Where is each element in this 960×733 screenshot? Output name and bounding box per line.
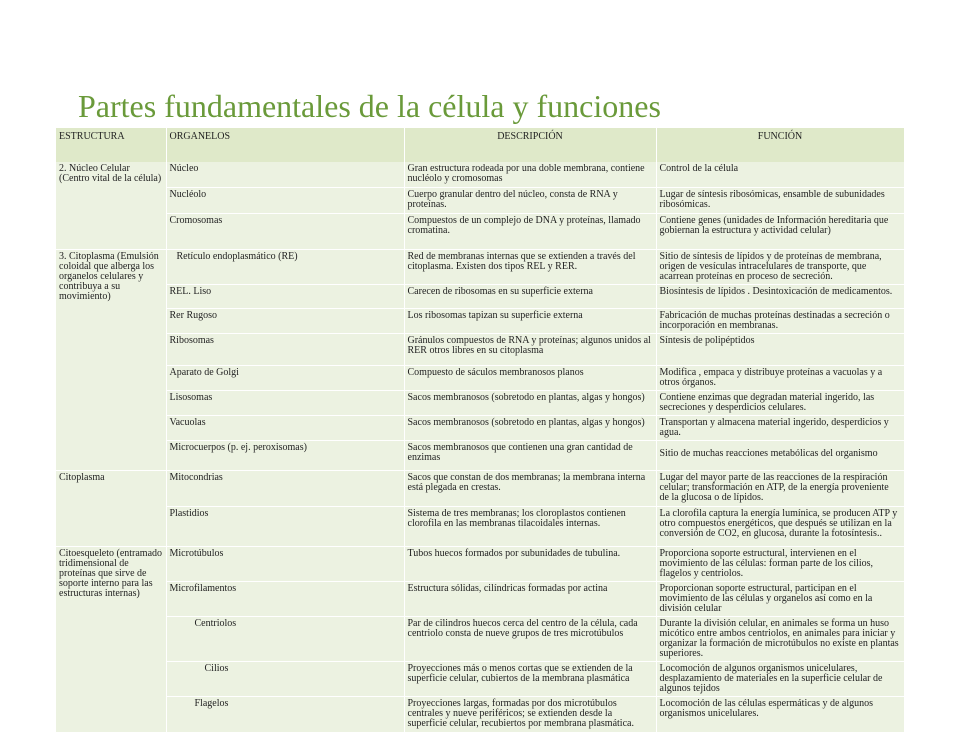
description-cell: Los ribosomas tapizan su superficie externa [404, 308, 656, 333]
function-cell: Proporcionan soporte estructural, participan en el movimiento de las células y organelos así como en la división celular [656, 581, 904, 616]
structure-cell: 3. Citoplasma (Emulsión coloidal que alberga los organelos celulares y contribuya a su movimiento) [56, 249, 166, 470]
page-title: Partes fundamentales de la célula y funciones [78, 88, 661, 124]
function-cell: Durante la división celular, en animales se forma un huso micótico entre ambos centriolos, en animales para iniciar y organizar la formación de microtúbulos no existe en plantas superiores. [656, 616, 904, 661]
description-cell: Par de cilindros huecos cerca del centro de la célula, cada centriolo consta de nueve grupos de tres microtúbulos [404, 616, 656, 661]
organelle-cell: Plastidios [166, 506, 404, 546]
organelle-cell: Retículo endoplasmático (RE) [166, 249, 404, 284]
structure-cell: 2. Núcleo Celular (Centro vital de la célula) [56, 162, 166, 249]
table-row [56, 661, 904, 696]
function-cell: La clorofila captura la energía lumínica, se producen ATP y otro compuestos energéticos, que después se utilizan en la conversión de CO2, en glucosa, durante la fotosíntesis.. [656, 506, 904, 546]
description-cell: Proyecciones largas, formadas por dos microtúbulos centrales y nueve periféricos; se extienden desde la superficie celular, recubiertos por membrana plasmática. [404, 696, 656, 732]
organelle-cell: Nucléolo [166, 187, 404, 213]
description-cell: Sacos que constan de dos membranas; la membrana interna está plegada en crestas. [404, 470, 656, 506]
table-row [56, 546, 904, 581]
description-cell: Estructura sólidas, cilíndricas formadas por actina [404, 581, 656, 616]
table-row [56, 308, 904, 333]
description-cell: Sacos membranosos que contienen una gran cantidad de enzimas [404, 440, 656, 470]
description-cell: Sacos membranosos (sobretodo en plantas, algas y hongos) [404, 415, 656, 440]
structure-cell: Citoesqueleto (entramado tridimensional de proteínas que sirve de soporte interno para las estructuras internas) [56, 546, 166, 732]
table-row [56, 616, 904, 661]
organelle-cell: Centriolos [166, 616, 404, 661]
table-row [56, 581, 904, 616]
function-cell: Lugar del mayor parte de las reacciones de la respiración celular; transformación en ATP, de la energía proveniente de la glucosa o de lípidos. [656, 470, 904, 506]
organelle-cell: Rer Rugoso [166, 308, 404, 333]
organelle-cell: Aparato de Golgi [166, 365, 404, 390]
organelle-cell: Microcuerpos (p. ej. peroxisomas) [166, 440, 404, 470]
structure-cell: Citoplasma [56, 470, 166, 546]
function-cell: Control de la célula [656, 162, 904, 187]
description-cell: Gran estructura rodeada por una doble membrana, contiene nucléolo y cromosomas [404, 162, 656, 187]
function-cell: Biosíntesis de lípidos . Desintoxicación de medicamentos. [656, 284, 904, 308]
organelle-cell: Cromosomas [166, 213, 404, 249]
function-cell: Locomoción de las células espermáticas y de algunos organismos unicelulares. [656, 696, 904, 732]
description-cell: Sacos membranosos (sobretodo en plantas, algas y hongos) [404, 390, 656, 415]
cell-parts-table [56, 128, 905, 733]
organelle-cell: Núcleo [166, 162, 404, 187]
organelle-cell: Microtúbulos [166, 546, 404, 581]
function-cell: Contiene enzimas que degradan material ingerido, las secreciones y desperdicios celulares. [656, 390, 904, 415]
function-cell: Locomoción de algunos organismos unicelulares, desplazamiento de materiales en la superficie celular de algunos tejidos [656, 661, 904, 696]
organelle-cell: Cilios [166, 661, 404, 696]
table-row [56, 333, 904, 365]
table-row [56, 249, 904, 284]
function-cell: Síntesis de polipéptidos [656, 333, 904, 365]
function-cell: Modifica , empaca y distribuye proteínas a vacuolas y a otros órganos. [656, 365, 904, 390]
organelle-cell: Mitocondrias [166, 470, 404, 506]
organelle-cell: REL. Liso [166, 284, 404, 308]
table-row [56, 470, 904, 506]
header-organelos: ORGANELOS [166, 128, 404, 162]
table-row [56, 187, 904, 213]
function-cell: Contiene genes (unidades de Información hereditaria que gobiernan la estructura y actividad celular) [656, 213, 904, 249]
organelle-cell: Flagelos [166, 696, 404, 732]
organelle-cell: Lisosomas [166, 390, 404, 415]
header-estructura: ESTRUCTURA [56, 128, 166, 162]
table-row [56, 390, 904, 415]
function-cell: Transportan y almacena material ingerido, desperdicios y agua. [656, 415, 904, 440]
description-cell: Proyecciones más o menos cortas que se extienden de la superficie celular, cubiertos de la membrana plasmática [404, 661, 656, 696]
description-cell: Carecen de ribosomas en su superficie externa [404, 284, 656, 308]
table-row [56, 415, 904, 440]
function-cell: Lugar de síntesis ribosómicas, ensamble de subunidades ribosómicas. [656, 187, 904, 213]
description-cell: Compuestos de un complejo de DNA y proteínas, llamado cromatina. [404, 213, 656, 249]
table-row [56, 696, 904, 732]
function-cell: Fabricación de muchas proteínas destinadas a secreción o incorporación en membranas. [656, 308, 904, 333]
description-cell: Cuerpo granular dentro del núcleo, consta de RNA y proteínas. [404, 187, 656, 213]
table-header-row [56, 128, 904, 162]
organelle-cell: Ribosomas [166, 333, 404, 365]
table-row [56, 213, 904, 249]
function-cell: Proporciona soporte estructural, intervienen en el movimiento de las células: forman parte de los cilios, flagelos y centriolos. [656, 546, 904, 581]
header-funcion: FUNCIÓN [656, 128, 904, 162]
table-row [56, 284, 904, 308]
description-cell: Sistema de tres membranas; los cloroplastos contienen clorofila en las membranas tilacoidales internas. [404, 506, 656, 546]
organelle-cell: Vacuolas [166, 415, 404, 440]
table-row [56, 440, 904, 470]
table-row [56, 506, 904, 546]
organelle-cell: Microfilamentos [166, 581, 404, 616]
description-cell: Red de membranas internas que se extienden a través del citoplasma. Existen dos tipos REL y RER. [404, 249, 656, 284]
description-cell: Tubos huecos formados por subunidades de tubulina. [404, 546, 656, 581]
description-cell: Gránulos compuestos de RNA y proteínas; algunos unidos al RER otros libres en su citoplasma [404, 333, 656, 365]
table-row [56, 365, 904, 390]
function-cell: Sitio de muchas reacciones metabólicas del organismo [656, 440, 904, 470]
function-cell: Sitio de síntesis de lípidos y de proteínas de membrana, origen de vesículas intracelulares de transporte, que acarrean proteínas en proceso de secreción. [656, 249, 904, 284]
header-descripcion: DESCRIPCIÓN [404, 128, 656, 162]
description-cell: Compuesto de sáculos membranosos planos [404, 365, 656, 390]
table-row [56, 162, 904, 187]
